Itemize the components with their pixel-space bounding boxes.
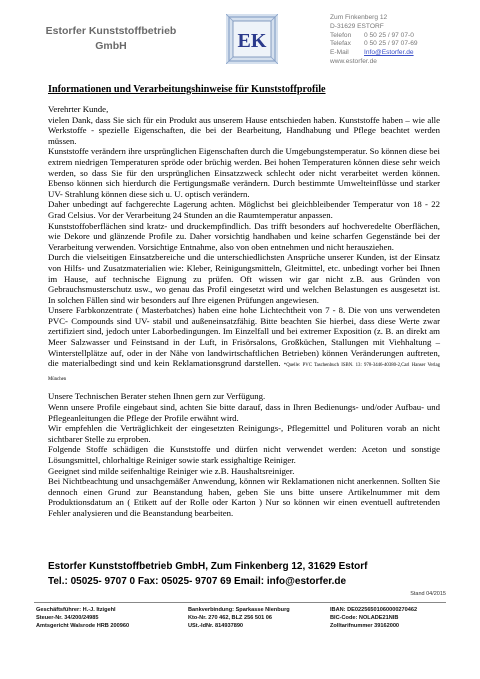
logo-text: EK: [237, 30, 267, 52]
website-link[interactable]: www.estorfer.de: [330, 57, 377, 65]
source-note: *Quelle: PVC Taschenbuch ISBN. 13: 978-3446-40380-2,Carl Hanser Verlag München: [48, 363, 440, 382]
company-name-line2: GmbH: [95, 40, 127, 52]
paragraph: Geeignet sind milde seifenhaltige Reiniger wie z.B. Haushaltsreiniger.: [48, 465, 295, 476]
fax-label: Telefax: [330, 40, 351, 48]
paragraph-text: Unsere Farbkonzentrate ( Masterbatches) haben eine hohe Lichtechtheit von 7 - 8. Die von uns verwendeten PVC- Compounds sind UV- stabil und außeneinsatzfähig. Bitte beachten Sie hierbei, dass diese Werte zwar zertifiziert sind, jedoch unter Laborbedingungen. Im Einzelfall und bei extremer Exposition (z. B. an direkt am Meer Salzwasser und Feinstsand in der Luft, in Frisörsalons, Großküchen, Stallungen mit Viehhaltung – Winterstellplätze auf, oder in der Nähe von landwirtschaftlichen Betrieben) können Veränderungen auftreten, die materialbedingt sind und kein Reklamationsgrund darstellen.: [48, 305, 440, 369]
paragraph: Kunststoffe verändern ihre ursprünglichen Eigenschaften durch die Umgebungstemperatur. So können diese bei extrem niedrigen Temperaturen spröde oder brüchig werden. Bei hohen Temperaturen können diese sehr weich werden, so dass Sie für den ursprünglichen Einsatzzweck schlecht oder nicht verarbeitet werden können. Ebenso können sich hierdurch die Fertigungsmaße verändern. Durch bestimmte Umwelteinflüsse und starker UV- Strahlung können diese sich u. U. optisch verändern.: [48, 146, 440, 199]
fax-value: 0 50 25 / 97 07-69: [364, 40, 418, 48]
paragraph: [48, 305, 440, 385]
phone-label: Telefon: [330, 31, 352, 39]
paragraph: Durch die vielseitigen Einsatzbereiche und die unterschiedlichsten Ansprüche unserer Kunden, ist der Einsatz von Hilfs- und Zusatzmaterialien wie: Kleber, Reinigungsmitteln, Gleitmittel, etc. unbedingt vorher bei Ihnen im Hause, auf technische Eignung zu prüfen. Oft wissen wir gar nicht z.B. aus Gründen von Gebrauchsmusterschutz usw., wo genau das Profil eingesetzt wird und welchen Belastungen es ausgesetzt ist. In solchen Fällen sind wir besonders auf Ihre eigenen Prüfungen angewiesen.: [48, 252, 440, 305]
imprint-bank: [188, 606, 290, 630]
address-street: Zum Finkenberg 12: [330, 14, 388, 21]
email-row: [330, 49, 418, 58]
footer-contact: [48, 560, 448, 589]
paragraph: Daher unbedingt auf fachgerechte Lagerung achten. Möglichst bei gleichbleibender Temperatur von 18 - 22 Grad Celsius. Vor der Verarbeitung 24 Stunden an die Raumtemperatur anpassen.: [48, 199, 440, 220]
email-link[interactable]: Info@Estorfer.de: [364, 49, 414, 57]
revision-stamp: Stand 04/2015: [410, 591, 446, 597]
imprint-row: USt.-IdNr. 814937890: [188, 623, 244, 629]
imprint-company: [36, 606, 129, 630]
ek-logo: [226, 14, 278, 64]
imprint-row: IBAN: DE02256501060000270462: [330, 607, 418, 613]
paragraph: Kunststoffoberflächen sind kratz- und druckempfindlich. Das trifft besonders auf hochveredelte Oberflächen, wie Dekore und glänzende Profile zu. Daher vorsichtig handhaben und keine scharfen Gegenstände bei der Verarbeitung verwenden. Vorsichtige Entnahme, also von oben entnehmen und nicht herausziehen.: [48, 220, 440, 252]
email-label: E-Mail: [330, 49, 349, 57]
imprint-row: BIC-Code: NOLADE21NIB: [330, 615, 399, 621]
footer-divider: [34, 602, 446, 603]
paragraph: Wenn unsere Profile eingebaut sind, achten Sie bitte darauf, dass in Ihren Bedienungs- und/oder Aufbau- und Pflegeanleitungen die Pflege der Profile erwähnt wird.: [48, 402, 440, 423]
imprint-row: Bankverbindung: Sparkasse Nienburg: [188, 607, 290, 613]
footer-phone-fax-email: Tel.: 05025- 9707 0 Fax: 05025- 9707 69 Email: info@estorfer.de: [48, 575, 347, 587]
phone-row: [330, 32, 418, 41]
document-body: [48, 104, 440, 519]
company-name-line1: Estorfer Kunststoffbetrieb: [45, 25, 177, 37]
paragraph: Folgende Stoffe schädigen die Kunststoffe und dürfen nicht verwendet werden: Aceton und sonstige Lösungsmittel, chlorhaltige Reiniger sowie stark essighaltige Reiniger.: [48, 444, 440, 465]
address-city: D-31629 ESTORF: [330, 22, 384, 30]
imprint-row: Kto-Nr. 270 462, BLZ 256 501 06: [188, 615, 272, 621]
contact-block: [330, 14, 418, 67]
paragraph: Bei Nichtbeachtung und unsachgemäßer Anwendung, können wir Reklamationen nicht anerkennen. Sollten Sie dennoch einen Grund zur Beanstandung haben, geben Sie uns bitte unsere Artikelnummer mit dem Produktionsdatum an ( Etikett auf der Rolle oder Karton ) Nur so können wir einen eventuell auftretenden Fehler analysieren und die Beanstandung bearbeiten.: [48, 476, 440, 518]
imprint-row: Steuer-Nr. 34/200/24985: [36, 615, 99, 621]
footer-address: Estorfer Kunststoffbetrieb GmbH, Zum Finkenberg 12, 31629 Estorf: [48, 561, 368, 572]
paragraph: Wir empfehlen die Verträglichkeit der eingesetzten Reinigungs-, Pflegemittel und Polituren vorab an nicht sichtbarer Stelle zu erproben.: [48, 423, 440, 444]
company-name: [36, 24, 186, 54]
imprint-row: Geschäftsführer: H.-J. Itzigehl: [36, 607, 116, 613]
imprint-row: Zolltarifnummer 39162000: [330, 623, 400, 629]
salutation: Verehrter Kunde,: [48, 104, 109, 114]
imprint-iban: [330, 606, 417, 630]
document-title: Informationen und Verarbeitungshinweise für Kunststoffprofile: [48, 84, 326, 95]
phone-value: 0 50 25 / 97 07-0: [364, 31, 414, 39]
paragraph: vielen Dank, dass Sie sich für ein Produkt aus unserem Hause entschieden haben. Kunststoffe haben – wie alle Werkstoffe - spezielle Eigenschaften, die bei der Bearbeitung, Handhabung und Pflege beachtet werden müssen.: [48, 114, 440, 146]
imprint-row: Amtsgericht Walsrode HRB 200960: [36, 623, 130, 629]
paragraph: Unsere Technischen Berater stehen Ihnen gern zur Verfügung.: [48, 391, 266, 402]
fax-row: [330, 40, 418, 49]
